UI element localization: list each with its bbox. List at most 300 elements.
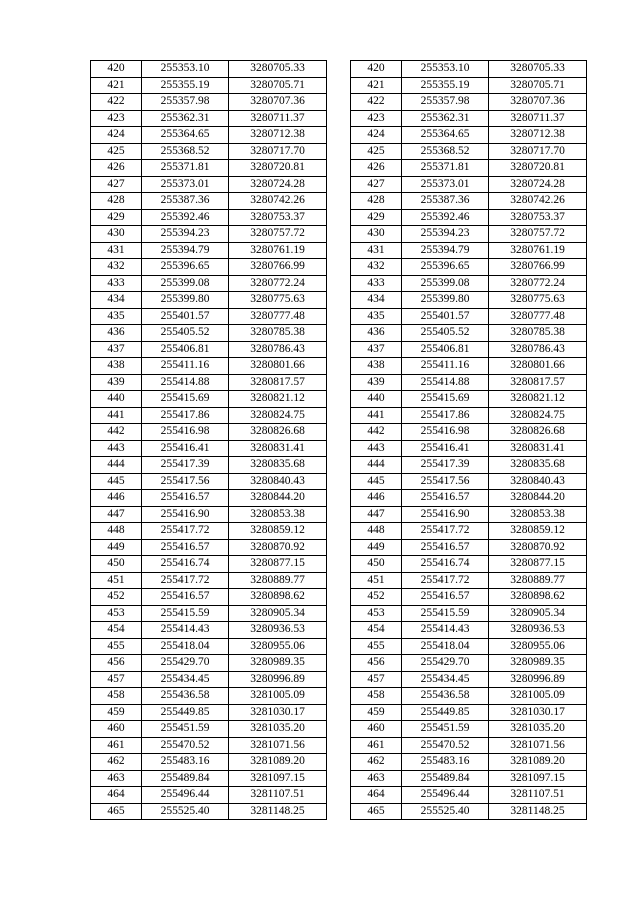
point-number-cell: 449 (91, 539, 142, 556)
x-coordinate-cell: 255399.80 (402, 292, 489, 309)
table-row (91, 325, 327, 342)
x-coordinate-cell: 255417.72 (402, 523, 489, 540)
x-coordinate-cell: 255496.44 (402, 787, 489, 804)
point-number-cell: 435 (91, 308, 142, 325)
point-number-cell: 439 (91, 374, 142, 391)
y-coordinate-cell: 3281030.17 (229, 704, 327, 721)
y-coordinate-cell: 3281107.51 (489, 787, 587, 804)
point-number-cell: 442 (91, 424, 142, 441)
y-coordinate-cell: 3281005.09 (489, 688, 587, 705)
point-number-cell: 446 (351, 490, 402, 507)
table-body (351, 61, 587, 820)
x-coordinate-cell: 255405.52 (142, 325, 229, 342)
y-coordinate-cell: 3281035.20 (229, 721, 327, 738)
y-coordinate-cell: 3280705.33 (489, 61, 587, 78)
point-number-cell: 441 (91, 407, 142, 424)
y-coordinate-cell: 3280870.92 (229, 539, 327, 556)
y-coordinate-cell: 3280711.37 (489, 110, 587, 127)
x-coordinate-cell: 255399.80 (142, 292, 229, 309)
y-coordinate-cell: 3281030.17 (489, 704, 587, 721)
y-coordinate-cell: 3281148.25 (489, 803, 587, 820)
x-coordinate-cell: 255416.98 (142, 424, 229, 441)
point-number-cell: 434 (91, 292, 142, 309)
point-number-cell: 440 (91, 391, 142, 408)
y-coordinate-cell: 3280989.35 (229, 655, 327, 672)
coordinate-table-right (350, 60, 587, 820)
x-coordinate-cell: 255417.56 (142, 473, 229, 490)
y-coordinate-cell: 3280989.35 (489, 655, 587, 672)
y-coordinate-cell: 3280840.43 (489, 473, 587, 490)
table-row (91, 275, 327, 292)
point-number-cell: 465 (91, 803, 142, 820)
x-coordinate-cell: 255489.84 (142, 770, 229, 787)
point-number-cell: 447 (351, 506, 402, 523)
y-coordinate-cell: 3280724.28 (229, 176, 327, 193)
x-coordinate-cell: 255364.65 (142, 127, 229, 144)
x-coordinate-cell: 255396.65 (402, 259, 489, 276)
table-row (351, 226, 587, 243)
point-number-cell: 426 (351, 160, 402, 177)
point-number-cell: 426 (91, 160, 142, 177)
point-number-cell: 434 (351, 292, 402, 309)
table-row (91, 803, 327, 820)
x-coordinate-cell: 255416.57 (142, 490, 229, 507)
y-coordinate-cell: 3281148.25 (229, 803, 327, 820)
table-row (351, 325, 587, 342)
y-coordinate-cell: 3280717.70 (229, 143, 327, 160)
y-coordinate-cell: 3281097.15 (229, 770, 327, 787)
table-body (91, 61, 327, 820)
y-coordinate-cell: 3280712.38 (229, 127, 327, 144)
table-row (91, 424, 327, 441)
y-coordinate-cell: 3280844.20 (229, 490, 327, 507)
y-coordinate-cell: 3280898.62 (229, 589, 327, 606)
y-coordinate-cell: 3280817.57 (489, 374, 587, 391)
point-number-cell: 431 (351, 242, 402, 259)
point-number-cell: 432 (91, 259, 142, 276)
y-coordinate-cell: 3280761.19 (489, 242, 587, 259)
y-coordinate-cell: 3280785.38 (489, 325, 587, 342)
x-coordinate-cell: 255416.90 (402, 506, 489, 523)
table-row (91, 176, 327, 193)
point-number-cell: 437 (351, 341, 402, 358)
point-number-cell: 455 (351, 638, 402, 655)
table-row (351, 176, 587, 193)
table-row (351, 209, 587, 226)
point-number-cell: 457 (351, 671, 402, 688)
table-row (91, 127, 327, 144)
y-coordinate-cell: 3280955.06 (489, 638, 587, 655)
point-number-cell: 459 (351, 704, 402, 721)
table-row (91, 61, 327, 78)
y-coordinate-cell: 3280824.75 (489, 407, 587, 424)
x-coordinate-cell: 255449.85 (142, 704, 229, 721)
point-number-cell: 454 (351, 622, 402, 639)
point-number-cell: 433 (351, 275, 402, 292)
point-number-cell: 440 (351, 391, 402, 408)
x-coordinate-cell: 255525.40 (402, 803, 489, 820)
y-coordinate-cell: 3280724.28 (489, 176, 587, 193)
coordinate-table-left (90, 60, 327, 820)
table-row (91, 473, 327, 490)
point-number-cell: 462 (91, 754, 142, 771)
x-coordinate-cell: 255451.59 (402, 721, 489, 738)
y-coordinate-cell: 3280766.99 (229, 259, 327, 276)
y-coordinate-cell: 3280936.53 (229, 622, 327, 639)
y-coordinate-cell: 3280753.37 (229, 209, 327, 226)
table-row (351, 605, 587, 622)
x-coordinate-cell: 255417.39 (402, 457, 489, 474)
table-row (351, 787, 587, 804)
point-number-cell: 448 (351, 523, 402, 540)
y-coordinate-cell: 3280753.37 (489, 209, 587, 226)
point-number-cell: 435 (351, 308, 402, 325)
table-row (91, 770, 327, 787)
point-number-cell: 460 (351, 721, 402, 738)
table-row (91, 622, 327, 639)
table-row (351, 721, 587, 738)
point-number-cell: 454 (91, 622, 142, 639)
table-row (351, 490, 587, 507)
x-coordinate-cell: 255357.98 (402, 94, 489, 111)
table-row (351, 638, 587, 655)
x-coordinate-cell: 255414.88 (142, 374, 229, 391)
point-number-cell: 452 (351, 589, 402, 606)
point-number-cell: 450 (351, 556, 402, 573)
y-coordinate-cell: 3281035.20 (489, 721, 587, 738)
x-coordinate-cell: 255392.46 (142, 209, 229, 226)
point-number-cell: 430 (351, 226, 402, 243)
x-coordinate-cell: 255483.16 (142, 754, 229, 771)
point-number-cell: 427 (91, 176, 142, 193)
x-coordinate-cell: 255401.57 (142, 308, 229, 325)
y-coordinate-cell: 3280898.62 (489, 589, 587, 606)
x-coordinate-cell: 255470.52 (142, 737, 229, 754)
x-coordinate-cell: 255401.57 (402, 308, 489, 325)
point-number-cell: 455 (91, 638, 142, 655)
x-coordinate-cell: 255436.58 (402, 688, 489, 705)
table-row (351, 688, 587, 705)
table-row (91, 259, 327, 276)
table-row (351, 374, 587, 391)
y-coordinate-cell: 3280761.19 (229, 242, 327, 259)
point-number-cell: 461 (351, 737, 402, 754)
point-number-cell: 431 (91, 242, 142, 259)
y-coordinate-cell: 3280877.15 (229, 556, 327, 573)
table-row (91, 704, 327, 721)
x-coordinate-cell: 255411.16 (142, 358, 229, 375)
x-coordinate-cell: 255387.36 (402, 193, 489, 210)
x-coordinate-cell: 255373.01 (402, 176, 489, 193)
table-row (91, 754, 327, 771)
x-coordinate-cell: 255394.79 (402, 242, 489, 259)
point-number-cell: 425 (91, 143, 142, 160)
table-row (351, 655, 587, 672)
y-coordinate-cell: 3280996.89 (229, 671, 327, 688)
y-coordinate-cell: 3280712.38 (489, 127, 587, 144)
point-number-cell: 451 (91, 572, 142, 589)
table-row (351, 424, 587, 441)
y-coordinate-cell: 3280996.89 (489, 671, 587, 688)
table-row (351, 671, 587, 688)
y-coordinate-cell: 3280775.63 (489, 292, 587, 309)
point-number-cell: 460 (91, 721, 142, 738)
point-number-cell: 444 (351, 457, 402, 474)
y-coordinate-cell: 3280889.77 (489, 572, 587, 589)
point-number-cell: 421 (351, 77, 402, 94)
y-coordinate-cell: 3280757.72 (229, 226, 327, 243)
point-number-cell: 424 (91, 127, 142, 144)
x-coordinate-cell: 255396.65 (142, 259, 229, 276)
table-row (91, 292, 327, 309)
point-number-cell: 436 (351, 325, 402, 342)
point-number-cell: 432 (351, 259, 402, 276)
table-row (91, 374, 327, 391)
y-coordinate-cell: 3280707.36 (489, 94, 587, 111)
x-coordinate-cell: 255368.52 (402, 143, 489, 160)
point-number-cell: 459 (91, 704, 142, 721)
x-coordinate-cell: 255434.45 (142, 671, 229, 688)
point-number-cell: 458 (91, 688, 142, 705)
point-number-cell: 423 (351, 110, 402, 127)
point-number-cell: 465 (351, 803, 402, 820)
x-coordinate-cell: 255353.10 (402, 61, 489, 78)
x-coordinate-cell: 255436.58 (142, 688, 229, 705)
point-number-cell: 451 (351, 572, 402, 589)
table-row (91, 226, 327, 243)
point-number-cell: 458 (351, 688, 402, 705)
x-coordinate-cell: 255483.16 (402, 754, 489, 771)
x-coordinate-cell: 255489.84 (402, 770, 489, 787)
point-number-cell: 464 (351, 787, 402, 804)
y-coordinate-cell: 3280877.15 (489, 556, 587, 573)
point-number-cell: 461 (91, 737, 142, 754)
point-number-cell: 424 (351, 127, 402, 144)
y-coordinate-cell: 3280766.99 (489, 259, 587, 276)
table-row (351, 622, 587, 639)
y-coordinate-cell: 3281071.56 (489, 737, 587, 754)
table-row (351, 160, 587, 177)
point-number-cell: 428 (351, 193, 402, 210)
point-number-cell: 456 (351, 655, 402, 672)
y-coordinate-cell: 3280835.68 (489, 457, 587, 474)
table-row (91, 358, 327, 375)
point-number-cell: 457 (91, 671, 142, 688)
x-coordinate-cell: 255371.81 (142, 160, 229, 177)
table-row (91, 490, 327, 507)
table-row (91, 523, 327, 540)
point-number-cell: 442 (351, 424, 402, 441)
x-coordinate-cell: 255429.70 (402, 655, 489, 672)
y-coordinate-cell: 3280717.70 (489, 143, 587, 160)
table-row (351, 259, 587, 276)
table-row (351, 506, 587, 523)
table-row (91, 407, 327, 424)
x-coordinate-cell: 255417.86 (402, 407, 489, 424)
x-coordinate-cell: 255373.01 (142, 176, 229, 193)
point-number-cell: 446 (91, 490, 142, 507)
x-coordinate-cell: 255394.79 (142, 242, 229, 259)
table-row (351, 589, 587, 606)
x-coordinate-cell: 255394.23 (142, 226, 229, 243)
x-coordinate-cell: 255416.57 (402, 539, 489, 556)
y-coordinate-cell: 3280705.33 (229, 61, 327, 78)
table-row (351, 308, 587, 325)
x-coordinate-cell: 255406.81 (142, 341, 229, 358)
table-row (351, 94, 587, 111)
y-coordinate-cell: 3280777.48 (489, 308, 587, 325)
table-row (351, 473, 587, 490)
point-number-cell: 444 (91, 457, 142, 474)
y-coordinate-cell: 3280786.43 (229, 341, 327, 358)
point-number-cell: 427 (351, 176, 402, 193)
point-number-cell: 429 (351, 209, 402, 226)
x-coordinate-cell: 255387.36 (142, 193, 229, 210)
x-coordinate-cell: 255394.23 (402, 226, 489, 243)
table-row (351, 127, 587, 144)
y-coordinate-cell: 3280817.57 (229, 374, 327, 391)
x-coordinate-cell: 255357.98 (142, 94, 229, 111)
point-number-cell: 449 (351, 539, 402, 556)
x-coordinate-cell: 255368.52 (142, 143, 229, 160)
table-row (91, 209, 327, 226)
point-number-cell: 428 (91, 193, 142, 210)
y-coordinate-cell: 3280772.24 (229, 275, 327, 292)
point-number-cell: 452 (91, 589, 142, 606)
table-row (91, 341, 327, 358)
y-coordinate-cell: 3280936.53 (489, 622, 587, 639)
table-row (351, 754, 587, 771)
y-coordinate-cell: 3280801.66 (229, 358, 327, 375)
x-coordinate-cell: 255364.65 (402, 127, 489, 144)
point-number-cell: 438 (351, 358, 402, 375)
point-number-cell: 436 (91, 325, 142, 342)
y-coordinate-cell: 3280757.72 (489, 226, 587, 243)
x-coordinate-cell: 255362.31 (402, 110, 489, 127)
point-number-cell: 422 (91, 94, 142, 111)
table-row (91, 391, 327, 408)
x-coordinate-cell: 255362.31 (142, 110, 229, 127)
table-row (91, 506, 327, 523)
table-row (351, 275, 587, 292)
y-coordinate-cell: 3280786.43 (489, 341, 587, 358)
x-coordinate-cell: 255414.43 (142, 622, 229, 639)
table-row (91, 457, 327, 474)
y-coordinate-cell: 3281005.09 (229, 688, 327, 705)
y-coordinate-cell: 3280840.43 (229, 473, 327, 490)
table-row (351, 77, 587, 94)
x-coordinate-cell: 255416.90 (142, 506, 229, 523)
y-coordinate-cell: 3280853.38 (229, 506, 327, 523)
y-coordinate-cell: 3280905.34 (229, 605, 327, 622)
point-number-cell: 456 (91, 655, 142, 672)
y-coordinate-cell: 3280889.77 (229, 572, 327, 589)
y-coordinate-cell: 3280777.48 (229, 308, 327, 325)
x-coordinate-cell: 255355.19 (142, 77, 229, 94)
x-coordinate-cell: 255355.19 (402, 77, 489, 94)
x-coordinate-cell: 255416.74 (402, 556, 489, 573)
x-coordinate-cell: 255416.57 (402, 589, 489, 606)
table-row (91, 193, 327, 210)
table-row (351, 341, 587, 358)
point-number-cell: 425 (351, 143, 402, 160)
y-coordinate-cell: 3280801.66 (489, 358, 587, 375)
y-coordinate-cell: 3280905.34 (489, 605, 587, 622)
x-coordinate-cell: 255414.43 (402, 622, 489, 639)
point-number-cell: 443 (351, 440, 402, 457)
table-row (351, 737, 587, 754)
point-number-cell: 423 (91, 110, 142, 127)
table-row (351, 572, 587, 589)
point-number-cell: 421 (91, 77, 142, 94)
x-coordinate-cell: 255415.59 (402, 605, 489, 622)
table-row (351, 61, 587, 78)
table-row (351, 457, 587, 474)
table-row (351, 358, 587, 375)
x-coordinate-cell: 255496.44 (142, 787, 229, 804)
table-row (351, 292, 587, 309)
x-coordinate-cell: 255449.85 (402, 704, 489, 721)
x-coordinate-cell: 255416.41 (142, 440, 229, 457)
point-number-cell: 437 (91, 341, 142, 358)
x-coordinate-cell: 255417.72 (142, 572, 229, 589)
y-coordinate-cell: 3280831.41 (489, 440, 587, 457)
y-coordinate-cell: 3280826.68 (489, 424, 587, 441)
table-row (91, 572, 327, 589)
table-row (91, 160, 327, 177)
x-coordinate-cell: 255399.08 (402, 275, 489, 292)
table-row (351, 523, 587, 540)
y-coordinate-cell: 3280711.37 (229, 110, 327, 127)
y-coordinate-cell: 3281071.56 (229, 737, 327, 754)
point-number-cell: 433 (91, 275, 142, 292)
table-row (91, 737, 327, 754)
y-coordinate-cell: 3280707.36 (229, 94, 327, 111)
table-row (351, 770, 587, 787)
table-row (91, 671, 327, 688)
point-number-cell: 422 (351, 94, 402, 111)
x-coordinate-cell: 255416.74 (142, 556, 229, 573)
table-row (91, 638, 327, 655)
point-number-cell: 463 (351, 770, 402, 787)
point-number-cell: 447 (91, 506, 142, 523)
x-coordinate-cell: 255416.41 (402, 440, 489, 457)
table-row (351, 803, 587, 820)
x-coordinate-cell: 255415.69 (402, 391, 489, 408)
x-coordinate-cell: 255434.45 (402, 671, 489, 688)
table-row (91, 110, 327, 127)
y-coordinate-cell: 3280824.75 (229, 407, 327, 424)
x-coordinate-cell: 255418.04 (402, 638, 489, 655)
x-coordinate-cell: 255406.81 (402, 341, 489, 358)
x-coordinate-cell: 255353.10 (142, 61, 229, 78)
table-row (91, 308, 327, 325)
table-row (91, 77, 327, 94)
x-coordinate-cell: 255415.69 (142, 391, 229, 408)
x-coordinate-cell: 255405.52 (402, 325, 489, 342)
table-row (351, 440, 587, 457)
x-coordinate-cell: 255411.16 (402, 358, 489, 375)
y-coordinate-cell: 3280955.06 (229, 638, 327, 655)
x-coordinate-cell: 255416.98 (402, 424, 489, 441)
x-coordinate-cell: 255416.57 (142, 539, 229, 556)
y-coordinate-cell: 3280742.26 (489, 193, 587, 210)
x-coordinate-cell: 255418.04 (142, 638, 229, 655)
x-coordinate-cell: 255417.56 (402, 473, 489, 490)
table-row (351, 556, 587, 573)
table-row (351, 193, 587, 210)
point-number-cell: 445 (91, 473, 142, 490)
